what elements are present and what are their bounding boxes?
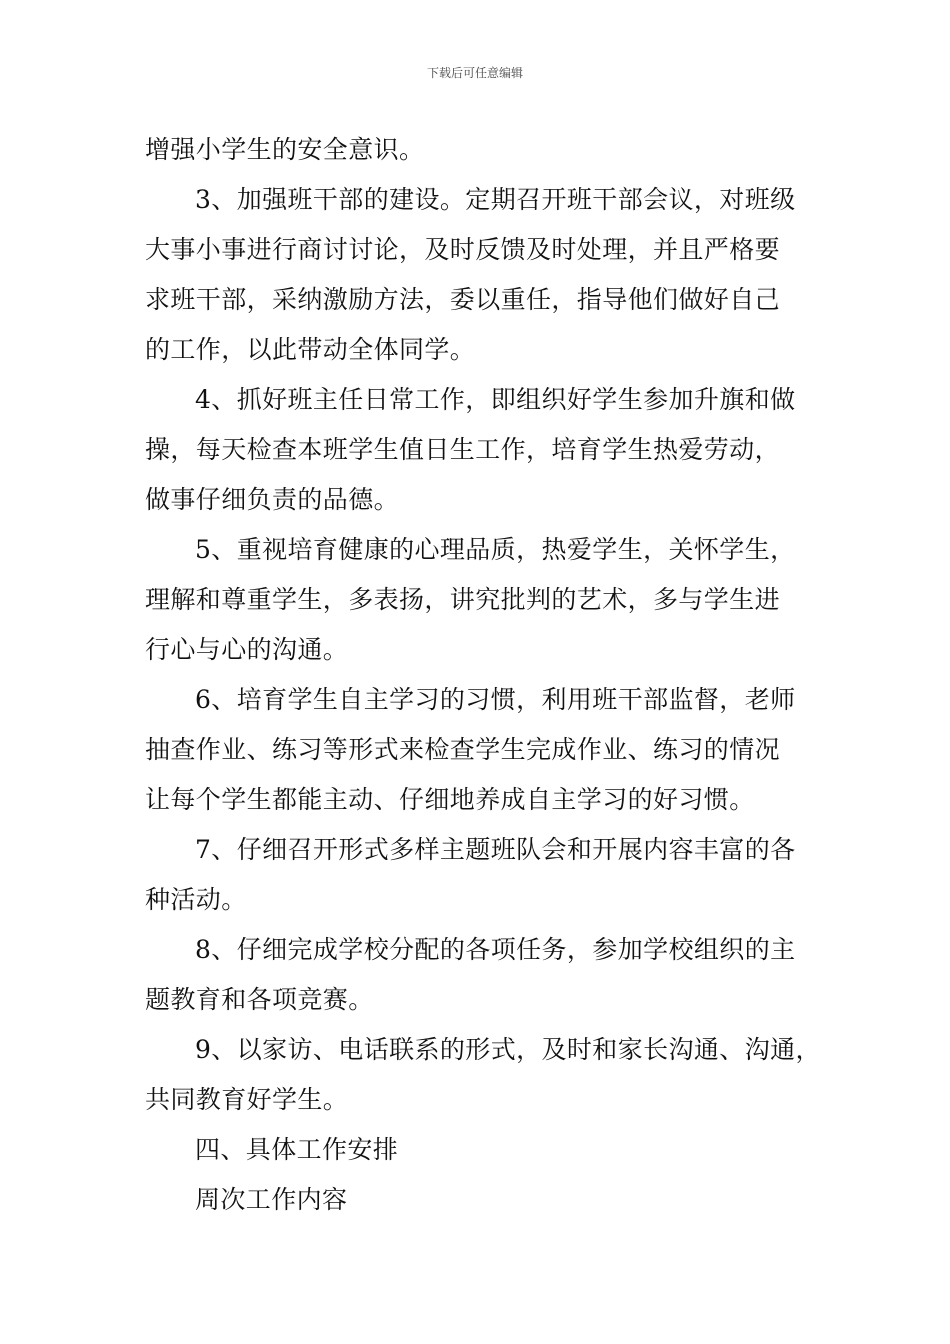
text-line: 操，每天检查本班学生值日生工作，培育学生热爱劳动， xyxy=(145,435,781,464)
text-line: 抽查作业、练习等形式来检查学生完成作业、练习的情况 xyxy=(145,735,781,764)
text-line: 增强小学生的安全意识。 xyxy=(145,135,425,164)
text-line: 6、培育学生自主学习的习惯，利用班干部监督，老师 xyxy=(195,685,796,714)
text-line: 9、以家访、电话联系的形式，及时和家长沟通、沟通， xyxy=(195,1035,821,1064)
text-line: 求班干部，采纳激励方法，委以重任，指导他们做好自己 xyxy=(145,285,781,314)
text-line: 理解和尊重学生，多表扬，讲究批判的艺术，多与学生进 xyxy=(145,585,781,614)
text-line: 大事小事进行商讨讨论，及时反馈及时处理，并且严格要 xyxy=(145,235,781,264)
text-line: 5、重视培育健康的心理品质，热爱学生，关怀学生， xyxy=(195,535,796,564)
text-line: 共同教育好学生。 xyxy=(145,1085,349,1114)
text-line: 7、仔细召开形式多样主题班队会和开展内容丰富的各 xyxy=(195,835,796,864)
text-line: 4、抓好班主任日常工作，即组织好学生参加升旗和做 xyxy=(195,385,796,414)
document-body xyxy=(145,125,821,1225)
text-line: 的工作，以此带动全体同学。 xyxy=(145,335,476,364)
text-line: 做事仔细负责的品德。 xyxy=(145,485,400,514)
text-line: 8、仔细完成学校分配的各项任务，参加学校组织的主 xyxy=(195,935,796,964)
section-heading: 四、具体工作安排 xyxy=(195,1135,399,1164)
page-header-note: 下载后可任意编辑 xyxy=(426,66,523,80)
text-line: 周次工作内容 xyxy=(195,1185,348,1214)
text-line: 让每个学生都能主动、仔细地养成自主学习的好习惯。 xyxy=(145,785,755,814)
text-line: 行心与心的沟通。 xyxy=(145,635,349,664)
text-line: 种活动。 xyxy=(145,885,247,914)
text-line: 题教育和各项竞赛。 xyxy=(145,985,374,1014)
text-line: 3、加强班干部的建设。定期召开班干部会议，对班级 xyxy=(195,185,796,214)
